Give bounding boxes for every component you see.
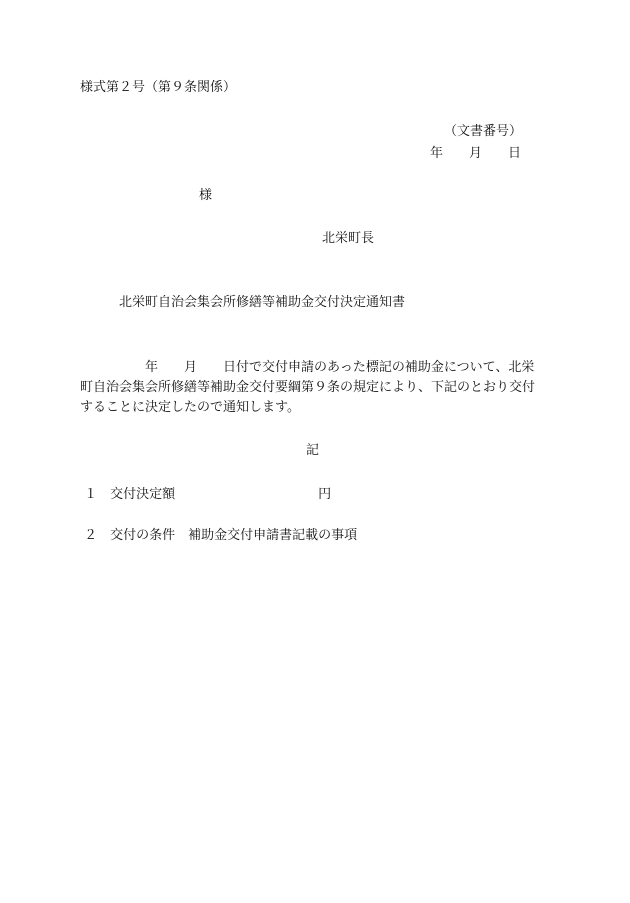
date-line: 年 月 日 (430, 146, 522, 161)
body-line-3: することに決定したので通知します。 (80, 400, 300, 415)
recipient-honorific: 様 (199, 188, 213, 203)
sender-name: 北栄町長 (322, 231, 375, 246)
document-title: 北栄町自治会集会所修繕等補助金交付決定通知書 (119, 295, 406, 310)
item-grant-amount: １ 交付決定額 円 (80, 487, 332, 502)
body-line-2: 町自治会集会所修繕等補助金交付要綱第９条の規定により、下記のとおり交付 (80, 380, 536, 395)
body-line-1: 年 月 日付で交付申請のあった標記の補助金について、北栄 (80, 360, 535, 375)
notice-heading: 記 (306, 443, 320, 458)
document-number: （文書番号） (444, 124, 523, 139)
form-number: 様式第２号（第９条関係） (80, 80, 237, 95)
body-paragraph (80, 358, 560, 418)
item-grant-conditions: ２ 交付の条件 補助金交付申請書記載の事項 (80, 528, 358, 543)
